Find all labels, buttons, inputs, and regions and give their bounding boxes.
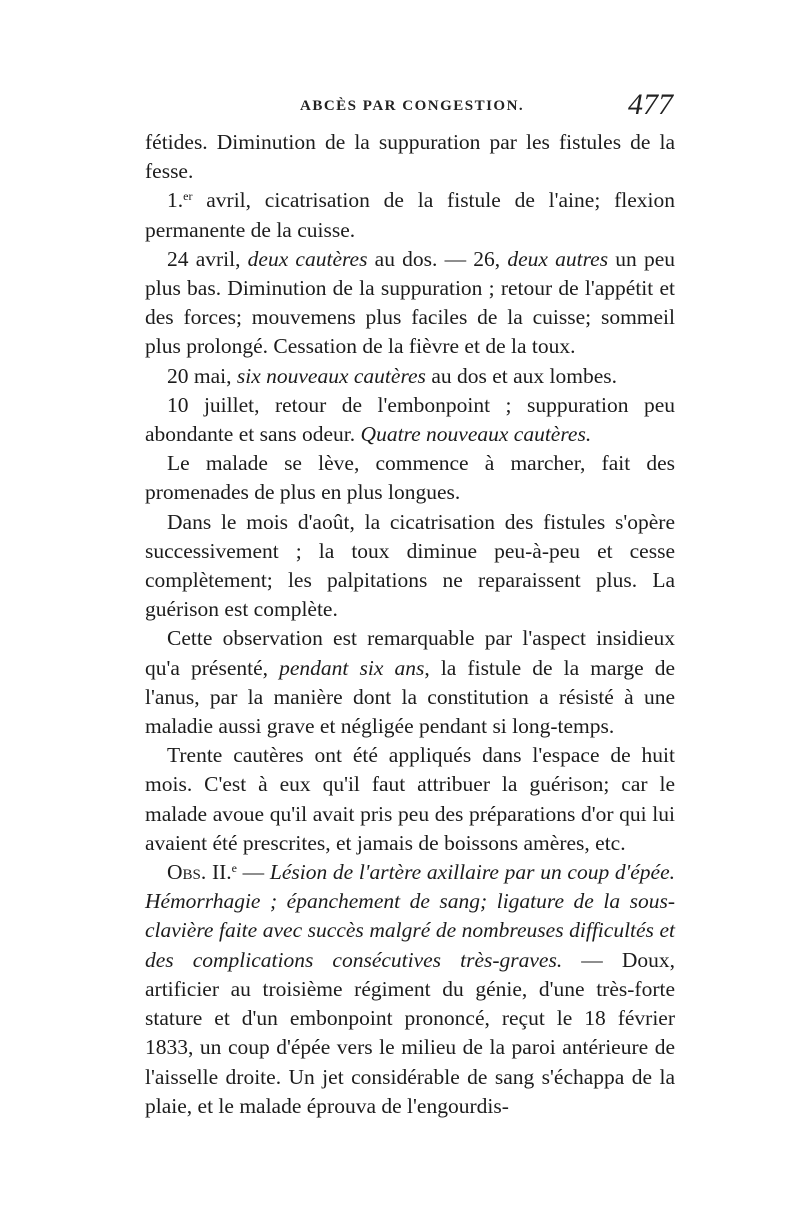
paragraph-3 <box>145 245 675 362</box>
paragraph-4-part-b: au dos et aux lombes. <box>425 363 618 388</box>
paragraph-3-part-a: 24 avril, <box>167 246 248 271</box>
running-title: ABCÈS PAR CONGESTION. <box>300 98 525 114</box>
paragraph-3-emphasis-1: deux cautères <box>247 246 368 271</box>
paragraph-2-text: avril, cicatrisation de la fistule de l'aine; flexion permanente de la cuisse. <box>145 188 675 242</box>
observation-text: — Doux, artificier au troisième régiment du génie, d'une très-forte stature et d'un embonpoint prononcé, reçut le 18 février 1833, un coup d'épée vers le milieu de la paroi antérieure de l'aisselle droite. Un jet considérable de sang s'échappa de la plaie, et le malade éprouva de l'engourdis- <box>145 947 675 1118</box>
paragraph-7: Dans le mois d'août, la cicatrisation des fistules s'opère successivement ; la toux diminue peu-à-peu et cesse complètement; les palpitations ne reparaissent plus. La guérison est complète. <box>145 509 675 622</box>
paragraph-4-emphasis: six nouveaux cautères <box>236 363 426 388</box>
paragraph-1: fétides. Diminution de la suppuration par les fistules de la fesse. <box>145 130 675 184</box>
paragraph-8-emphasis: pendant six ans <box>279 655 425 680</box>
paragraph-5 <box>145 391 675 449</box>
paragraph-10 <box>145 858 675 1121</box>
body-text <box>145 128 675 1121</box>
paragraph-3-part-c: un peu plus bas. Diminution de la suppuration ; retour de l'appétit et des forces; mouvemens plus faciles de la cuisse; sommeil plus prolongé. Cessation de la fièvre et de la toux. <box>145 246 675 359</box>
observation-dash: — <box>236 860 270 885</box>
paragraph-3-emphasis-2: deux autres <box>507 246 609 271</box>
paragraph-6: Le malade se lève, commence à marcher, fait des promenades de plus en plus longues. <box>145 451 675 505</box>
paragraph-9: Trente cautères ont été appliqués dans l'espace de huit mois. C'est à eux qu'il faut attribuer la guérison; car le malade avoue qu'il avait pris peu des préparations d'or qui lui avaient été prescrites, et jamais de boissons amères, etc. <box>145 743 675 855</box>
ordinal-superscript: er <box>183 189 193 204</box>
paragraph-8-part-a: Cette observation est remarquable par l'aspect insidieux qu'a présenté, <box>145 626 675 680</box>
observation-label: Obs. II. <box>167 860 232 885</box>
paragraph-2 <box>145 186 675 244</box>
paragraph-5-emphasis: Quatre nouveaux cautères. <box>360 422 592 447</box>
paragraph-8 <box>145 624 675 741</box>
observation-heading: Lésion de l'artère axillaire par un coup d'épée. Hémorrhagie ; épanchement de sang; ligature de la sous-clavière faite avec succès malgré de nombreuses difficultés et des complications consécutives très-graves. <box>145 860 675 972</box>
paragraph-4 <box>145 362 675 391</box>
date-number: 1. <box>167 188 184 213</box>
paragraph-5-part-a: 10 juillet, retour de l'embonpoint ; suppuration peu abondante et sans odeur. <box>145 392 675 447</box>
paragraph-8-part-b: , la fistule de la marge de l'anus, par la manière dont la constitution a résisté à une maladie aussi grave et négligée pendant si long-temps. <box>145 655 675 739</box>
paragraph-3-part-b: au dos. — 26, <box>367 246 508 271</box>
paragraph-4-part-a: 20 mai, <box>167 363 237 388</box>
observation-superscript: e <box>231 861 237 876</box>
page-number: 477 <box>628 88 673 121</box>
